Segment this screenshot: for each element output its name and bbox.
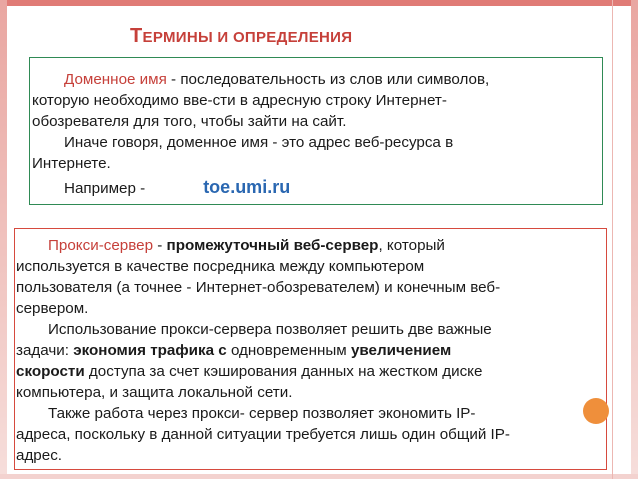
domain-def-line3: обозревателя для того, чтобы зайти на сайт. <box>32 113 347 130</box>
proxy-line1-rest: , который <box>378 237 445 254</box>
frame-right-border <box>631 0 638 479</box>
domain-term: Доменное имя <box>64 71 167 88</box>
domain-example-row <box>32 177 598 199</box>
proxy-line8: компьютера, и защита локальной сети. <box>16 384 293 401</box>
proxy-line7-rest: доступа за счет кэширования данных на жестком диске <box>84 363 483 380</box>
orange-circle-icon <box>583 398 609 424</box>
proxy-line6-c: одновременным <box>226 342 351 359</box>
proxy-line5: Использование прокси-сервера позволяет решить две важные <box>48 321 492 338</box>
proxy-line6 <box>16 340 604 361</box>
domain-para2-line2: Интернете. <box>32 155 111 172</box>
proxy-line6-a: задачи: <box>16 342 74 359</box>
proxy-line7 <box>16 361 604 382</box>
proxy-line4: сервером. <box>16 300 89 317</box>
example-link[interactable]: toe.umi.ru <box>203 177 291 197</box>
title-rest: ЕРМИНЫ И ОПРЕДЕЛЕНИЯ <box>142 29 353 46</box>
proxy-server-box <box>14 228 607 470</box>
frame-top-border <box>0 0 638 6</box>
domain-para2-line1: Иначе говоря, доменное имя - это адрес веб-ресурса в <box>64 134 454 151</box>
proxy-dash: - <box>153 237 167 254</box>
proxy-line7-bold: скорости <box>16 363 85 380</box>
proxy-line3: пользователя (а точнее - Интернет-обозревателем) и конечным веб- <box>16 279 501 296</box>
slide-title <box>130 25 530 48</box>
proxy-term-bold: промежуточный веб-сервер <box>166 237 379 254</box>
proxy-line2: используется в качестве посредника между компьютером <box>16 258 425 275</box>
title-first-letter: Т <box>130 25 143 47</box>
domain-def-line2: которую необходимо вве-сти в адресную строку Интернет- <box>32 92 447 109</box>
domain-name-box <box>29 57 603 205</box>
proxy-line11: адрес. <box>16 447 63 464</box>
proxy-line10: адреса, поскольку в данной ситуации требуется лишь один общий IP- <box>16 426 510 443</box>
proxy-term: Прокси-сервер <box>48 237 154 254</box>
example-label: Например - <box>64 180 146 197</box>
domain-def-line1-rest: - последовательность из слов или символов, <box>166 71 490 88</box>
frame-left-border <box>0 0 7 479</box>
frame-bottom-border <box>0 474 638 479</box>
domain-def-line1 <box>32 69 598 90</box>
proxy-line9: Также работа через прокси- сервер позволяет экономить IP- <box>48 405 476 422</box>
frame-inner-line <box>612 0 613 479</box>
proxy-line1 <box>16 235 604 256</box>
proxy-line6-bold1: экономия трафика с <box>73 342 227 359</box>
proxy-line6-bold2: увеличением <box>350 342 452 359</box>
